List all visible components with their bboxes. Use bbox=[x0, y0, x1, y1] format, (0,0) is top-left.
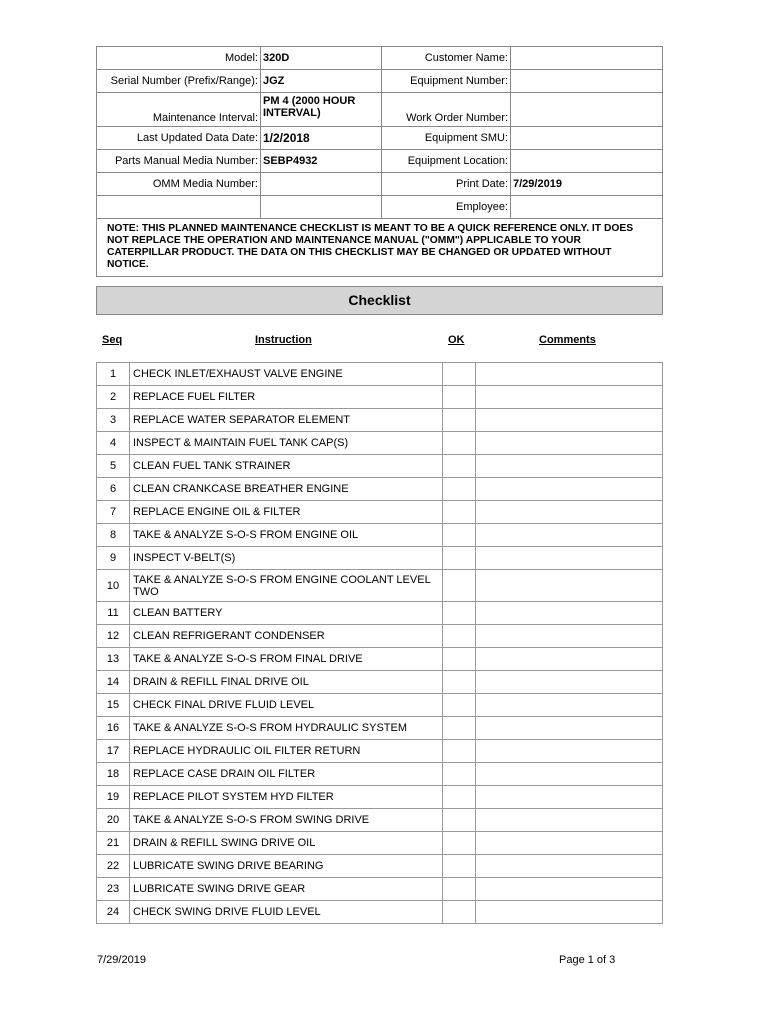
checklist-row bbox=[97, 855, 663, 878]
ok-checkbox-cell[interactable] bbox=[443, 432, 476, 455]
instruction-cell: INSPECT & MAINTAIN FUEL TANK CAP(S) bbox=[130, 432, 443, 455]
parts-manual-value: SEBP4932 bbox=[261, 150, 382, 173]
instruction-cell: REPLACE FUEL FILTER bbox=[130, 386, 443, 409]
seq-cell: 17 bbox=[97, 740, 130, 763]
info-row-interval bbox=[97, 93, 663, 127]
checklist-row bbox=[97, 570, 663, 602]
ok-checkbox-cell[interactable] bbox=[443, 547, 476, 570]
instruction-cell: REPLACE PILOT SYSTEM HYD FILTER bbox=[130, 786, 443, 809]
print-date-label: Print Date: bbox=[382, 173, 511, 196]
comments-cell[interactable] bbox=[476, 363, 663, 386]
comments-cell[interactable] bbox=[476, 901, 663, 924]
instruction-cell: CLEAN BATTERY bbox=[130, 602, 443, 625]
ok-checkbox-cell[interactable] bbox=[443, 786, 476, 809]
seq-cell: 1 bbox=[97, 363, 130, 386]
last-updated-date-label: Last Updated Data Date: bbox=[97, 127, 261, 150]
seq-cell: 10 bbox=[97, 570, 130, 602]
equipment-location-value bbox=[511, 150, 663, 173]
info-row-model bbox=[97, 47, 663, 70]
ok-checkbox-cell[interactable] bbox=[443, 878, 476, 901]
instruction-cell: REPLACE ENGINE OIL & FILTER bbox=[130, 501, 443, 524]
checklist-row bbox=[97, 409, 663, 432]
comments-cell[interactable] bbox=[476, 432, 663, 455]
checklist-row bbox=[97, 386, 663, 409]
work-order-number-label: Work Order Number: bbox=[382, 93, 511, 127]
parts-manual-label: Parts Manual Media Number: bbox=[97, 150, 261, 173]
equipment-info-table bbox=[96, 46, 663, 277]
comments-cell[interactable] bbox=[476, 648, 663, 671]
checklist-row bbox=[97, 432, 663, 455]
seq-cell: 5 bbox=[97, 455, 130, 478]
equipment-location-label: Equipment Location: bbox=[382, 150, 511, 173]
ok-checkbox-cell[interactable] bbox=[443, 363, 476, 386]
info-row-parts bbox=[97, 150, 663, 173]
ok-checkbox-cell[interactable] bbox=[443, 671, 476, 694]
seq-cell: 18 bbox=[97, 763, 130, 786]
comments-cell[interactable] bbox=[476, 717, 663, 740]
employee-label: Employee: bbox=[382, 196, 511, 219]
seq-cell: 19 bbox=[97, 786, 130, 809]
instruction-cell: REPLACE CASE DRAIN OIL FILTER bbox=[130, 763, 443, 786]
seq-cell: 3 bbox=[97, 409, 130, 432]
seq-cell: 21 bbox=[97, 832, 130, 855]
instruction-cell: CHECK FINAL DRIVE FLUID LEVEL bbox=[130, 694, 443, 717]
checklist-row bbox=[97, 740, 663, 763]
instruction-cell: TAKE & ANALYZE S-O-S FROM FINAL DRIVE bbox=[130, 648, 443, 671]
seq-cell: 13 bbox=[97, 648, 130, 671]
ok-checkbox-cell[interactable] bbox=[443, 602, 476, 625]
footer-date: 7/29/2019 bbox=[97, 954, 146, 966]
comments-cell[interactable] bbox=[476, 524, 663, 547]
checklist-row bbox=[97, 501, 663, 524]
equipment-smu-label: Equipment SMU: bbox=[382, 127, 511, 150]
ok-column-header: OK bbox=[448, 334, 465, 346]
info-row-note bbox=[97, 219, 663, 277]
omm-media-value bbox=[261, 173, 382, 196]
ok-checkbox-cell[interactable] bbox=[443, 740, 476, 763]
checklist-table bbox=[96, 362, 663, 924]
comments-cell[interactable] bbox=[476, 409, 663, 432]
ok-checkbox-cell[interactable] bbox=[443, 694, 476, 717]
work-order-number-value bbox=[511, 93, 663, 127]
model-value: 320D bbox=[261, 47, 382, 70]
comments-column-header: Comments bbox=[539, 334, 596, 346]
ok-checkbox-cell[interactable] bbox=[443, 717, 476, 740]
instruction-cell: TAKE & ANALYZE S-O-S FROM ENGINE COOLANT LEVEL TWO bbox=[130, 570, 443, 602]
seq-cell: 16 bbox=[97, 717, 130, 740]
ok-checkbox-cell[interactable] bbox=[443, 855, 476, 878]
serial-number-value: JGZ bbox=[261, 70, 382, 93]
instruction-cell: REPLACE HYDRAULIC OIL FILTER RETURN bbox=[130, 740, 443, 763]
ok-checkbox-cell[interactable] bbox=[443, 832, 476, 855]
seq-cell: 12 bbox=[97, 625, 130, 648]
seq-cell: 2 bbox=[97, 386, 130, 409]
instruction-cell: CLEAN CRANKCASE BREATHER ENGINE bbox=[130, 478, 443, 501]
serial-number-label: Serial Number (Prefix/Range): bbox=[97, 70, 261, 93]
print-date-value: 7/29/2019 bbox=[511, 173, 663, 196]
ok-checkbox-cell[interactable] bbox=[443, 763, 476, 786]
seq-cell: 24 bbox=[97, 901, 130, 924]
disclaimer-note: NOTE: THIS PLANNED MAINTENANCE CHECKLIST IS MEANT TO BE A QUICK REFERENCE ONLY. IT DOES NOT REPLACE THE OPERATION AND MAINTENANCE MANUAL ("OMM") APPLICABLE TO YOUR CATERPILLAR PRODUCT. THE DATA ON THIS CHECKLIST MAY BE CHANGED OR UPDATED WITHOUT NOTICE. bbox=[97, 219, 663, 277]
comments-cell[interactable] bbox=[476, 878, 663, 901]
blank-value bbox=[261, 196, 382, 219]
checklist-row bbox=[97, 524, 663, 547]
info-row-employee bbox=[97, 196, 663, 219]
equipment-smu-value bbox=[511, 127, 663, 150]
instruction-cell: INSPECT V-BELT(S) bbox=[130, 547, 443, 570]
instruction-cell: TAKE & ANALYZE S-O-S FROM ENGINE OIL bbox=[130, 524, 443, 547]
checklist-row bbox=[97, 786, 663, 809]
seq-cell: 22 bbox=[97, 855, 130, 878]
customer-name-label: Customer Name: bbox=[382, 47, 511, 70]
ok-checkbox-cell[interactable] bbox=[443, 524, 476, 547]
checklist-row bbox=[97, 901, 663, 924]
comments-cell[interactable] bbox=[476, 501, 663, 524]
equipment-number-label: Equipment Number: bbox=[382, 70, 511, 93]
seq-cell: 9 bbox=[97, 547, 130, 570]
seq-cell: 8 bbox=[97, 524, 130, 547]
ok-checkbox-cell[interactable] bbox=[443, 409, 476, 432]
comments-cell[interactable] bbox=[476, 547, 663, 570]
instruction-cell: DRAIN & REFILL FINAL DRIVE OIL bbox=[130, 671, 443, 694]
checklist-row bbox=[97, 671, 663, 694]
comments-cell[interactable] bbox=[476, 832, 663, 855]
ok-checkbox-cell[interactable] bbox=[443, 478, 476, 501]
seq-cell: 15 bbox=[97, 694, 130, 717]
model-label: Model: bbox=[97, 47, 261, 70]
checklist-row bbox=[97, 878, 663, 901]
checklist-row bbox=[97, 809, 663, 832]
omm-media-label: OMM Media Number: bbox=[97, 173, 261, 196]
seq-cell: 6 bbox=[97, 478, 130, 501]
info-row-serial bbox=[97, 70, 663, 93]
info-row-omm bbox=[97, 173, 663, 196]
comments-cell[interactable] bbox=[476, 694, 663, 717]
seq-cell: 14 bbox=[97, 671, 130, 694]
info-row-date bbox=[97, 127, 663, 150]
maintenance-interval-value: PM 4 (2000 HOUR INTERVAL) bbox=[261, 93, 382, 127]
footer-page-number: Page 1 of 3 bbox=[559, 954, 616, 966]
seq-cell: 7 bbox=[97, 501, 130, 524]
comments-cell[interactable] bbox=[476, 602, 663, 625]
comments-cell[interactable] bbox=[476, 763, 663, 786]
comments-cell[interactable] bbox=[476, 786, 663, 809]
instruction-cell: CHECK INLET/EXHAUST VALVE ENGINE bbox=[130, 363, 443, 386]
customer-name-value bbox=[511, 47, 663, 70]
checklist-row bbox=[97, 363, 663, 386]
checklist-row bbox=[97, 832, 663, 855]
equipment-number-value bbox=[511, 70, 663, 93]
blank-label bbox=[97, 196, 261, 219]
comments-cell[interactable] bbox=[476, 809, 663, 832]
instruction-cell: REPLACE WATER SEPARATOR ELEMENT bbox=[130, 409, 443, 432]
comments-cell[interactable] bbox=[476, 570, 663, 602]
seq-cell: 23 bbox=[97, 878, 130, 901]
checklist-row bbox=[97, 478, 663, 501]
comments-cell[interactable] bbox=[476, 671, 663, 694]
instruction-cell: DRAIN & REFILL SWING DRIVE OIL bbox=[130, 832, 443, 855]
instruction-cell: CHECK SWING DRIVE FLUID LEVEL bbox=[130, 901, 443, 924]
comments-cell[interactable] bbox=[476, 740, 663, 763]
seq-column-header: Seq bbox=[102, 334, 123, 346]
comments-cell[interactable] bbox=[476, 478, 663, 501]
instruction-cell: CLEAN FUEL TANK STRAINER bbox=[130, 455, 443, 478]
checklist-row bbox=[97, 763, 663, 786]
checklist-row bbox=[97, 694, 663, 717]
instruction-cell: LUBRICATE SWING DRIVE GEAR bbox=[130, 878, 443, 901]
checklist-row bbox=[97, 648, 663, 671]
seq-cell: 4 bbox=[97, 432, 130, 455]
checklist-row bbox=[97, 625, 663, 648]
checklist-row bbox=[97, 602, 663, 625]
checklist-row bbox=[97, 547, 663, 570]
ok-checkbox-cell[interactable] bbox=[443, 386, 476, 409]
instruction-cell: TAKE & ANALYZE S-O-S FROM HYDRAULIC SYSTEM bbox=[130, 717, 443, 740]
checklist-row bbox=[97, 717, 663, 740]
checklist-row bbox=[97, 455, 663, 478]
employee-value bbox=[511, 196, 663, 219]
checklist-title: Checklist bbox=[96, 286, 663, 315]
ok-checkbox-cell[interactable] bbox=[443, 625, 476, 648]
ok-checkbox-cell[interactable] bbox=[443, 648, 476, 671]
maintenance-interval-label: Maintenance Interval: bbox=[97, 93, 261, 127]
instruction-cell: TAKE & ANALYZE S-O-S FROM SWING DRIVE bbox=[130, 809, 443, 832]
instruction-cell: LUBRICATE SWING DRIVE BEARING bbox=[130, 855, 443, 878]
instruction-column-header: Instruction bbox=[255, 334, 312, 346]
seq-cell: 20 bbox=[97, 809, 130, 832]
comments-cell[interactable] bbox=[476, 855, 663, 878]
seq-cell: 11 bbox=[97, 602, 130, 625]
comments-cell[interactable] bbox=[476, 386, 663, 409]
comments-cell[interactable] bbox=[476, 455, 663, 478]
last-updated-date-value: 1/2/2018 bbox=[261, 127, 382, 150]
ok-checkbox-cell[interactable] bbox=[443, 455, 476, 478]
ok-checkbox-cell[interactable] bbox=[443, 901, 476, 924]
ok-checkbox-cell[interactable] bbox=[443, 570, 476, 602]
ok-checkbox-cell[interactable] bbox=[443, 809, 476, 832]
instruction-cell: CLEAN REFRIGERANT CONDENSER bbox=[130, 625, 443, 648]
comments-cell[interactable] bbox=[476, 625, 663, 648]
ok-checkbox-cell[interactable] bbox=[443, 501, 476, 524]
